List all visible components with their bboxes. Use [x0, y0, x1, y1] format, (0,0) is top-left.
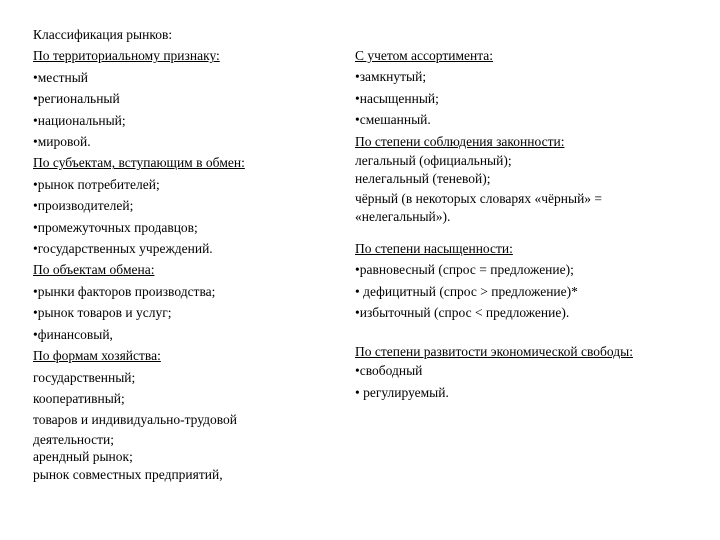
list-item: •мировой. — [33, 134, 91, 150]
list-item: товаров и индивидуально-трудовой — [33, 412, 237, 428]
list-item: арендный рынок; — [33, 449, 133, 465]
list-item: •национальный; — [33, 112, 126, 128]
section-heading-legality: По степени соблюдения законности: — [355, 133, 565, 149]
list-item: •финансовый, — [33, 326, 113, 342]
section-objects — [33, 259, 333, 345]
list-item: •равновесный (спрос = предложение); — [355, 262, 574, 278]
list-item: рынок совместных предприятий, — [33, 466, 223, 482]
left-column — [33, 24, 333, 483]
section-legality — [355, 131, 685, 225]
list-item: •насыщенный; — [355, 90, 439, 106]
section-heading-forms: По формам хозяйства: — [33, 348, 161, 364]
list-item: чёрный (в некоторых словарях «чёрный» = «нелегальный»). — [355, 191, 603, 224]
section-forms — [33, 345, 333, 483]
section-heading-subjects: По субъектам, вступающим в обмен: — [33, 155, 245, 171]
section-heading-objects: По объектам обмена: — [33, 262, 155, 278]
section-subjects — [33, 152, 333, 259]
list-item: •государственных учреждений. — [33, 241, 213, 257]
section-heading-assortment: С учетом ассортимента: — [355, 48, 494, 63]
classification-title: Классификация рынков: — [33, 27, 173, 42]
list-item: государственный; — [33, 369, 136, 385]
list-item: •промежуточных продавцов; — [33, 219, 198, 235]
section-assortment — [355, 45, 685, 131]
section-heading-freedom: По степени развитости экономической свободы: — [355, 343, 633, 359]
list-item: деятельности; — [33, 431, 115, 447]
section-freedom — [355, 343, 685, 403]
section-territorial — [33, 45, 333, 152]
list-item: •избыточный (спрос < предложение). — [355, 305, 570, 321]
section-saturation — [355, 238, 685, 324]
list-item: •смешанный. — [355, 112, 431, 128]
list-item: •рынок товаров и услуг; — [33, 305, 172, 321]
list-item: легальный (официальный); — [355, 153, 512, 169]
list-item: •региональный — [33, 91, 120, 107]
section-heading-saturation: По степени насыщенности: — [355, 241, 513, 257]
section-heading-territorial: По территориальному признаку: — [33, 48, 220, 64]
list-item: •местный — [33, 69, 89, 85]
list-item: кооперативный; — [33, 390, 125, 406]
list-item: • дефицитный (спрос > предложение)* — [355, 283, 578, 299]
list-item: • регулируемый. — [355, 384, 449, 400]
list-item: •рынки факторов производства; — [33, 283, 216, 299]
list-item: •производителей; — [33, 198, 134, 214]
list-item: •рынок потребителей; — [33, 176, 160, 192]
list-item: •свободный — [355, 363, 423, 379]
list-item: нелегальный (теневой); — [355, 170, 491, 186]
right-column — [355, 45, 685, 403]
list-item: •замкнутый; — [355, 69, 427, 85]
